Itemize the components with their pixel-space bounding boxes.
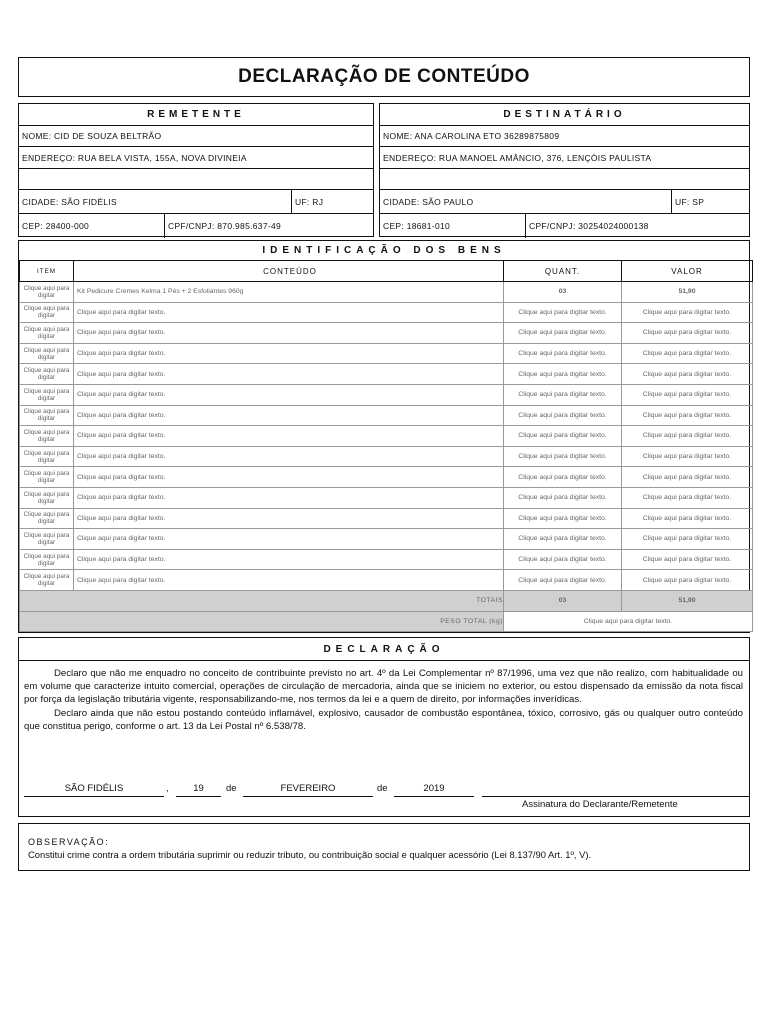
declaration-section bbox=[18, 637, 750, 817]
goods-value-field[interactable]: Clique aqui para digitar texto. bbox=[622, 405, 753, 426]
goods-quantity-field[interactable]: Clique aqui para digitar texto. bbox=[504, 426, 622, 447]
goods-header: IDENTIFICAÇÃO DOS BENS bbox=[19, 241, 749, 261]
goods-row bbox=[20, 446, 753, 467]
totals-quantity: 03 bbox=[504, 590, 622, 611]
goods-item-field[interactable]: Clique aqui para digitar bbox=[20, 467, 74, 488]
goods-content-field[interactable]: Clique aqui para digitar texto. bbox=[74, 405, 504, 426]
goods-row bbox=[20, 323, 753, 344]
recipient-header: DESTINATÁRIO bbox=[380, 104, 749, 126]
goods-item-field[interactable]: Clique aqui para digitar bbox=[20, 529, 74, 550]
goods-item-field[interactable]: Clique aqui para digitar bbox=[20, 508, 74, 529]
observation-title: OBSERVAÇÃO: bbox=[28, 837, 110, 847]
recipient-cep[interactable]: CEP: 18681-010 bbox=[383, 221, 451, 231]
goods-content-field[interactable]: Clique aqui para digitar texto. bbox=[74, 487, 504, 508]
goods-item-field[interactable]: Clique aqui para digitar bbox=[20, 487, 74, 508]
goods-value-field[interactable]: Clique aqui para digitar texto. bbox=[622, 549, 753, 570]
goods-table-body bbox=[20, 282, 753, 632]
date-de-2: de bbox=[377, 783, 388, 794]
weight-label: PESO TOTAL (kg) bbox=[20, 611, 504, 632]
goods-value-field[interactable]: Clique aqui para digitar texto. bbox=[622, 364, 753, 385]
goods-quantity-field[interactable]: Clique aqui para digitar texto. bbox=[504, 487, 622, 508]
goods-value-field[interactable]: Clique aqui para digitar texto. bbox=[622, 446, 753, 467]
goods-content-field[interactable]: Clique aqui para digitar texto. bbox=[74, 508, 504, 529]
goods-content-field[interactable]: Clique aqui para digitar texto. bbox=[74, 549, 504, 570]
goods-item-field[interactable]: Clique aqui para digitar bbox=[20, 323, 74, 344]
totals-row bbox=[20, 590, 753, 611]
goods-content-field[interactable]: Clique aqui para digitar texto. bbox=[74, 364, 504, 385]
goods-quantity-field[interactable]: 03 bbox=[504, 282, 622, 303]
sender-name[interactable]: NOME: CID DE SOUZA BELTRÃO bbox=[19, 126, 373, 147]
goods-item-field[interactable]: Clique aqui para digitar bbox=[20, 549, 74, 570]
goods-quantity-field[interactable]: Clique aqui para digitar texto. bbox=[504, 364, 622, 385]
goods-content-field[interactable]: Clique aqui para digitar texto. bbox=[74, 529, 504, 550]
col-quantity-header: QUANT. bbox=[504, 261, 622, 282]
year-field[interactable]: 2019 bbox=[394, 783, 474, 797]
goods-row bbox=[20, 405, 753, 426]
declaration-text bbox=[24, 667, 743, 733]
goods-item-field[interactable]: Clique aqui para digitar bbox=[20, 426, 74, 447]
goods-item-field[interactable]: Clique aqui para digitar bbox=[20, 364, 74, 385]
recipient-city[interactable]: CIDADE: SÃO PAULO bbox=[383, 196, 474, 207]
goods-item-field[interactable]: Clique aqui para digitar bbox=[20, 405, 74, 426]
declaration-paragraph-2: Declaro ainda que não estou postando conteúdo inflamável, explosivo, causador de combustão espontânea, tóxico, corrosivo, gás ou qualquer outro conteúdo que constitua perigo, conforme o art. 13 da Lei Postal nº 6.538/78. bbox=[24, 707, 743, 732]
goods-content-field[interactable]: Clique aqui para digitar texto. bbox=[74, 343, 504, 364]
date-de-1: de bbox=[226, 783, 237, 794]
recipient-address-extra[interactable] bbox=[380, 169, 749, 190]
sender-section bbox=[18, 103, 374, 237]
recipient-name[interactable]: NOME: ANA CAROLINA ETO 36289875809 bbox=[380, 126, 749, 147]
place-field[interactable]: SÃO FIDÉLIS bbox=[24, 783, 164, 797]
goods-row bbox=[20, 570, 753, 591]
goods-item-field[interactable]: Clique aqui para digitar bbox=[20, 282, 74, 303]
day-field[interactable]: 19 bbox=[176, 783, 221, 797]
goods-content-field[interactable]: Clique aqui para digitar texto. bbox=[74, 426, 504, 447]
goods-table-header-row bbox=[20, 261, 753, 282]
goods-section bbox=[18, 240, 750, 633]
goods-row bbox=[20, 529, 753, 550]
sender-cep[interactable]: CEP: 28400-000 bbox=[22, 221, 90, 231]
goods-value-field[interactable]: Clique aqui para digitar texto. bbox=[622, 384, 753, 405]
goods-content-field[interactable]: Clique aqui para digitar texto. bbox=[74, 570, 504, 591]
goods-item-field[interactable]: Clique aqui para digitar bbox=[20, 570, 74, 591]
goods-quantity-field[interactable]: Clique aqui para digitar texto. bbox=[504, 343, 622, 364]
sender-address[interactable]: ENDEREÇO: RUA BELA VISTA, 155A, NOVA DIVINEIA bbox=[19, 147, 373, 169]
goods-value-field[interactable]: Clique aqui para digitar texto. bbox=[622, 570, 753, 591]
sender-address-extra[interactable] bbox=[19, 169, 373, 190]
goods-value-field[interactable]: Clique aqui para digitar texto. bbox=[622, 467, 753, 488]
totals-value: 51,90 bbox=[622, 590, 753, 611]
goods-content-field[interactable]: Clique aqui para digitar texto. bbox=[74, 302, 504, 323]
goods-value-field[interactable]: 51,90 bbox=[622, 282, 753, 303]
goods-value-field[interactable]: Clique aqui para digitar texto. bbox=[622, 343, 753, 364]
weight-row bbox=[20, 611, 753, 632]
goods-content-field[interactable]: Kit Pedicure Cremes Kelma 1 Pés + 2 Esfoliantes 960g bbox=[74, 282, 504, 303]
goods-quantity-field[interactable]: Clique aqui para digitar texto. bbox=[504, 405, 622, 426]
goods-content-field[interactable]: Clique aqui para digitar texto. bbox=[74, 467, 504, 488]
sender-cpf[interactable]: CPF/CNPJ: 870.985.637-49 bbox=[164, 214, 373, 238]
goods-quantity-field[interactable]: Clique aqui para digitar texto. bbox=[504, 467, 622, 488]
totals-label: TOTAIS bbox=[20, 590, 504, 611]
sender-city-row bbox=[19, 190, 373, 214]
recipient-address[interactable]: ENDEREÇO: RUA MANOEL AMÂNCIO, 376, LENÇÓIS PAULISTA bbox=[380, 147, 749, 169]
col-value-header: VALOR bbox=[622, 261, 753, 282]
goods-row bbox=[20, 282, 753, 303]
recipient-cpf[interactable]: CPF/CNPJ: 30254024000138 bbox=[525, 214, 749, 238]
observation-section bbox=[18, 823, 750, 871]
place-separator: , bbox=[166, 783, 169, 794]
page-title: DECLARAÇÃO DE CONTEÚDO bbox=[238, 66, 530, 87]
month-field[interactable]: FEVEREIRO bbox=[243, 783, 373, 797]
goods-quantity-field[interactable]: Clique aqui para digitar texto. bbox=[504, 446, 622, 467]
goods-row bbox=[20, 343, 753, 364]
sender-city[interactable]: CIDADE: SÃO FIDÉLIS bbox=[22, 196, 117, 207]
goods-row bbox=[20, 426, 753, 447]
goods-quantity-field[interactable]: Clique aqui para digitar texto. bbox=[504, 508, 622, 529]
document-title-box bbox=[18, 57, 750, 97]
goods-row bbox=[20, 549, 753, 570]
goods-value-field[interactable]: Clique aqui para digitar texto. bbox=[622, 508, 753, 529]
goods-value-field[interactable]: Clique aqui para digitar texto. bbox=[622, 302, 753, 323]
goods-row bbox=[20, 364, 753, 385]
goods-quantity-field[interactable]: Clique aqui para digitar texto. bbox=[504, 302, 622, 323]
goods-value-field[interactable]: Clique aqui para digitar texto. bbox=[622, 487, 753, 508]
sender-cep-row bbox=[19, 214, 373, 238]
declaration-paragraph-1: Declaro que não me enquadro no conceito de contribuinte previsto no art. 4º da Lei Complementar nº 87/1996, uma vez que não realizo, com habitualidade ou em volume que caracterize intuito comercial, operações de circulação de mercadoria, ainda que se iniciem no exterior, ou estou dispensado da emissão da nota fiscal por força da legislação tributária vigente, responsabilizando-me, nos termos da lei e a quem de direito, por informações inverídicas. bbox=[24, 668, 743, 706]
weight-field[interactable]: Clique aqui para digitar texto. bbox=[504, 611, 753, 632]
goods-row bbox=[20, 508, 753, 529]
signature-line[interactable] bbox=[482, 783, 750, 797]
goods-content-field[interactable]: Clique aqui para digitar texto. bbox=[74, 384, 504, 405]
goods-value-field[interactable]: Clique aqui para digitar texto. bbox=[622, 323, 753, 344]
goods-row bbox=[20, 467, 753, 488]
goods-quantity-field[interactable]: Clique aqui para digitar texto. bbox=[504, 529, 622, 550]
observation-text: Constitui crime contra a ordem tributária suprimir ou reduzir tributo, ou contribuição social e qualquer acessório (Lei 8.137/90 Art. 1º, V). bbox=[28, 849, 592, 860]
goods-table bbox=[19, 260, 753, 632]
goods-content-field[interactable]: Clique aqui para digitar texto. bbox=[74, 446, 504, 467]
goods-quantity-field[interactable]: Clique aqui para digitar texto. bbox=[504, 570, 622, 591]
goods-row bbox=[20, 302, 753, 323]
goods-value-field[interactable]: Clique aqui para digitar texto. bbox=[622, 426, 753, 447]
goods-row bbox=[20, 487, 753, 508]
goods-quantity-field[interactable]: Clique aqui para digitar texto. bbox=[504, 549, 622, 570]
goods-value-field[interactable]: Clique aqui para digitar texto. bbox=[622, 529, 753, 550]
goods-content-field[interactable]: Clique aqui para digitar texto. bbox=[74, 323, 504, 344]
recipient-uf[interactable]: UF: SP bbox=[671, 190, 749, 213]
sender-uf[interactable]: UF: RJ bbox=[291, 190, 373, 213]
goods-item-field[interactable]: Clique aqui para digitar bbox=[20, 343, 74, 364]
recipient-section bbox=[379, 103, 750, 237]
recipient-cep-row bbox=[380, 214, 749, 238]
date-place-row bbox=[24, 783, 744, 797]
goods-item-field[interactable]: Clique aqui para digitar bbox=[20, 446, 74, 467]
declaration-header: DECLARAÇÃO bbox=[19, 638, 749, 661]
recipient-city-row bbox=[380, 190, 749, 214]
goods-item-field[interactable]: Clique aqui para digitar bbox=[20, 302, 74, 323]
goods-quantity-field[interactable]: Clique aqui para digitar texto. bbox=[504, 323, 622, 344]
signature-label: Assinatura do Declarante/Remetente bbox=[522, 799, 678, 810]
goods-item-field[interactable]: Clique aqui para digitar bbox=[20, 384, 74, 405]
sender-header: REMETENTE bbox=[19, 104, 373, 126]
col-item-header: ITEM bbox=[20, 261, 74, 282]
goods-quantity-field[interactable]: Clique aqui para digitar texto. bbox=[504, 384, 622, 405]
goods-row bbox=[20, 384, 753, 405]
col-content-header: CONTEÚDO bbox=[74, 261, 504, 282]
